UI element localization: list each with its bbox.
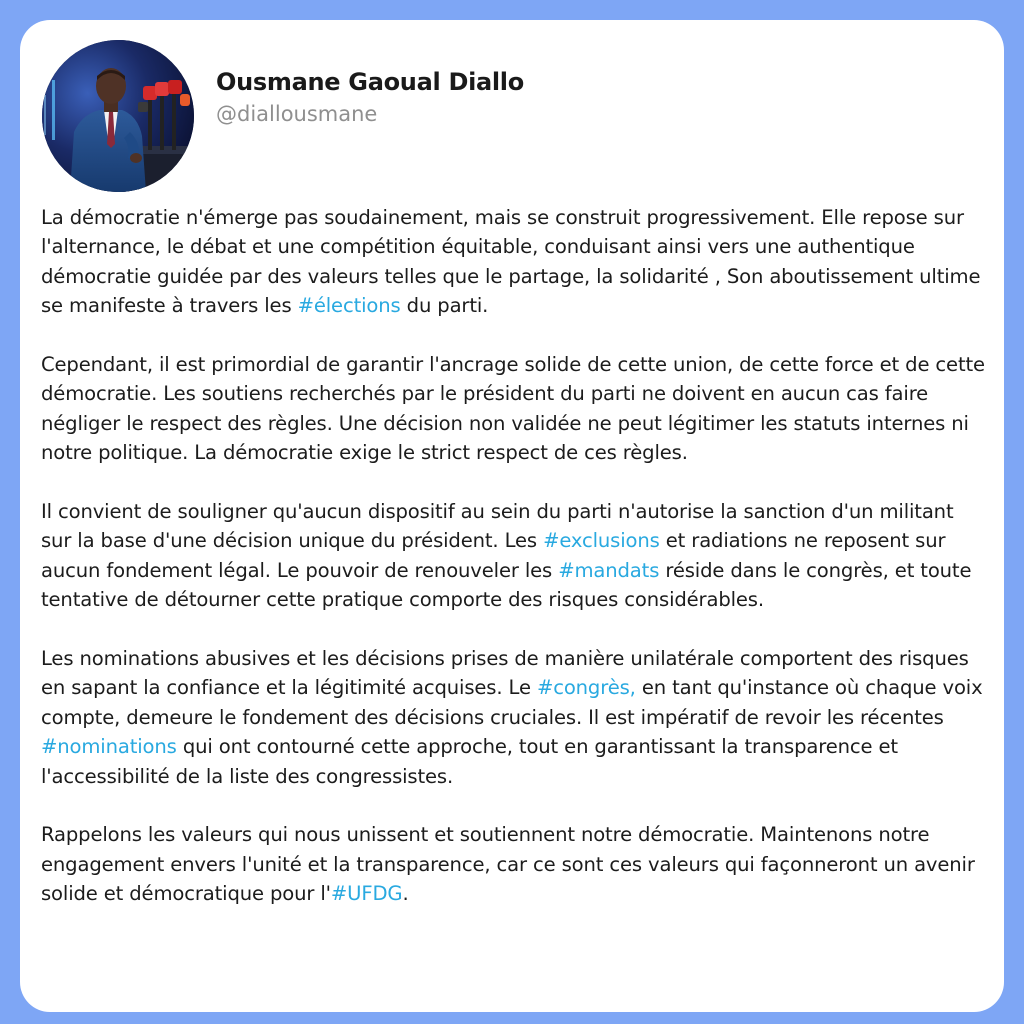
author-handle[interactable]: @diallousmane [216, 102, 378, 126]
post-text: Les nominations abusives et les décisions prises de manière unilatérale comportent des risques en sapant la confiance et la légitimité acquises. Le [41, 647, 969, 700]
post-text: en tant qu'instance où chaque voix compte, demeure le fondement des décisions cruciales. Il est impératif de revoir les récentes [41, 676, 983, 729]
author-name[interactable]: Ousmane Gaoual Diallo [216, 68, 524, 96]
post-text: du parti. [400, 294, 489, 318]
hashtag-congres[interactable]: #congrès, [536, 676, 636, 700]
post-body [41, 203, 985, 909]
post-text: Rappelons les valeurs qui nous unissent et soutiennent notre démocratie. Maintenons notre engagement envers l'unité et la transparence, car ce sont ces valeurs qui façonneront un avenir solide et démocratique pour l' [41, 823, 975, 906]
hashtag-exclusions[interactable]: #exclusions [543, 529, 660, 553]
post-paragraph-4 [41, 644, 985, 791]
hashtag-mandats[interactable]: #mandats [558, 558, 660, 582]
hashtag-elections[interactable]: #élections [297, 294, 401, 318]
post-text: . [402, 882, 409, 906]
post-text: La démocratie n'émerge pas soudainement, mais se construit progressivement. Elle repose sur l'alternance, le débat et une compétition équitable, conduisant ainsi vers une authentique démocratie guidée par des valeurs telles que le partage, la solidarité , Son aboutissement ultime se manifeste à travers les [41, 206, 981, 318]
post-text: qui ont contourné cette approche, tout en garantissant la transparence et l'accessibilité de la liste des congressistes. [41, 735, 898, 788]
avatar-photo [42, 40, 194, 192]
hashtag-ufdg[interactable]: #UFDG [330, 882, 403, 906]
post-text: Il convient de souligner qu'aucun dispositif au sein du parti n'autorise la sanction d'un militant sur la base d'une décision unique du président. Les [41, 500, 954, 553]
post-card [20, 20, 1004, 1012]
post-text: Cependant, il est primordial de garantir l'ancrage solide de cette union, de cette force et de cette démocratie. Les soutiens recherchés par le président du parti ne doivent en aucun cas faire négliger le respect des règles. Une décision non validée ne peut légitimer les statuts internes ni notre politique. La démocratie exige le strict respect de ces règles. [41, 353, 985, 465]
post-text: et radiations ne reposent sur aucun fondement légal. Le pouvoir de renouveler les [41, 529, 946, 582]
post-paragraph-5 [41, 820, 985, 908]
post-paragraph-2 [41, 350, 985, 468]
post-paragraph-3 [41, 497, 985, 615]
avatar[interactable] [42, 40, 194, 192]
post-text: réside dans le congrès, et toute tentative de détourner cette pratique comporte des risques considérables. [41, 558, 972, 612]
hashtag-nominations[interactable]: #nominations [41, 735, 177, 759]
post-paragraph-1 [41, 203, 985, 321]
